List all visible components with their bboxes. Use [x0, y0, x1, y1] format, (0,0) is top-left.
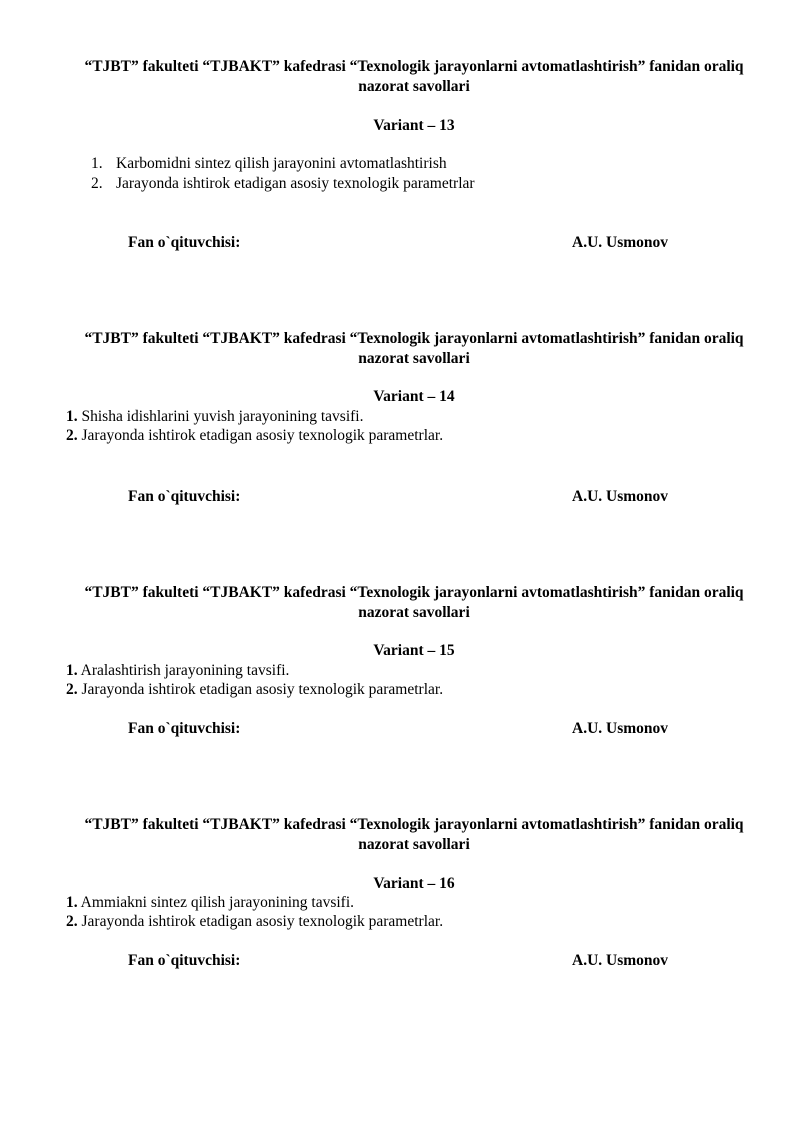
question-2: [66, 912, 443, 932]
question-number: 1.: [66, 662, 78, 679]
question-number: 2.: [91, 175, 103, 192]
question-text: Jarayonda ishtirok etadigan asosiy texnologik parametrlar.: [77, 913, 444, 930]
question-number: 2.: [66, 427, 78, 444]
teacher-name: A.U. Usmonov: [572, 952, 669, 969]
teacher-label: Fan o`qituvchisi:: [128, 952, 241, 969]
question-text: Jarayonda ishtirok etadigan asosiy texnologik parametrlar.: [77, 427, 444, 444]
question-2: [66, 680, 443, 700]
question-text: Jarayonda ishtirok etadigan asosiy texnologik parametrlar.: [77, 681, 444, 698]
question-2: [66, 426, 443, 446]
question-number: 2.: [66, 681, 78, 698]
block-title: “TJBT” fakulteti “TJBAKT” kafedrasi “Texnologik jarayonlarni avtomatlashtirish” fanidan oraliq nazorat savollari: [84, 816, 744, 853]
question-1: [66, 407, 364, 427]
teacher-label: Fan o`qituvchisi:: [128, 234, 241, 251]
question-number: 1.: [66, 408, 78, 425]
teacher-name: A.U. Usmonov: [572, 720, 669, 737]
variant-heading: Variant – 14: [373, 388, 455, 405]
block-title: “TJBT” fakulteti “TJBAKT” kafedrasi “Texnologik jarayonlarni avtomatlashtirish” fanidan oraliq nazorat savollari: [84, 330, 744, 367]
block-title: “TJBT” fakulteti “TJBAKT” kafedrasi “Texnologik jarayonlarni avtomatlashtirish” fanidan oraliq nazorat savollari: [84, 58, 744, 95]
question-number: 1.: [91, 155, 103, 172]
question-text: Jarayonda ishtirok etadigan asosiy texnologik parametrlar: [116, 175, 475, 192]
question-number: 1.: [66, 894, 78, 911]
block-title: “TJBT” fakulteti “TJBAKT” kafedrasi “Texnologik jarayonlarni avtomatlashtirish” fanidan oraliq nazorat savollari: [84, 584, 744, 621]
question-2: [91, 174, 475, 194]
question-text: Shisha idishlarini yuvish jarayonining tavsifi.: [77, 408, 364, 425]
teacher-label: Fan o`qituvchisi:: [128, 488, 241, 505]
variant-heading: Variant – 13: [373, 117, 455, 134]
question-1: [66, 661, 289, 681]
question-text: Karbomidni sintez qilish jarayonini avtomatlashtirish: [116, 155, 447, 172]
variant-heading: Variant – 16: [373, 875, 455, 892]
teacher-name: A.U. Usmonov: [572, 488, 669, 505]
question-1: [91, 154, 447, 174]
question-text: Ammiakni sintez qilish jarayonining tavsifi.: [77, 894, 355, 911]
question-number: 2.: [66, 913, 78, 930]
question-1: [66, 893, 354, 913]
teacher-name: A.U. Usmonov: [572, 234, 669, 251]
question-text: Aralashtirish jarayonining tavsifi.: [77, 662, 290, 679]
variant-heading: Variant – 15: [373, 642, 455, 659]
teacher-label: Fan o`qituvchisi:: [128, 720, 241, 737]
